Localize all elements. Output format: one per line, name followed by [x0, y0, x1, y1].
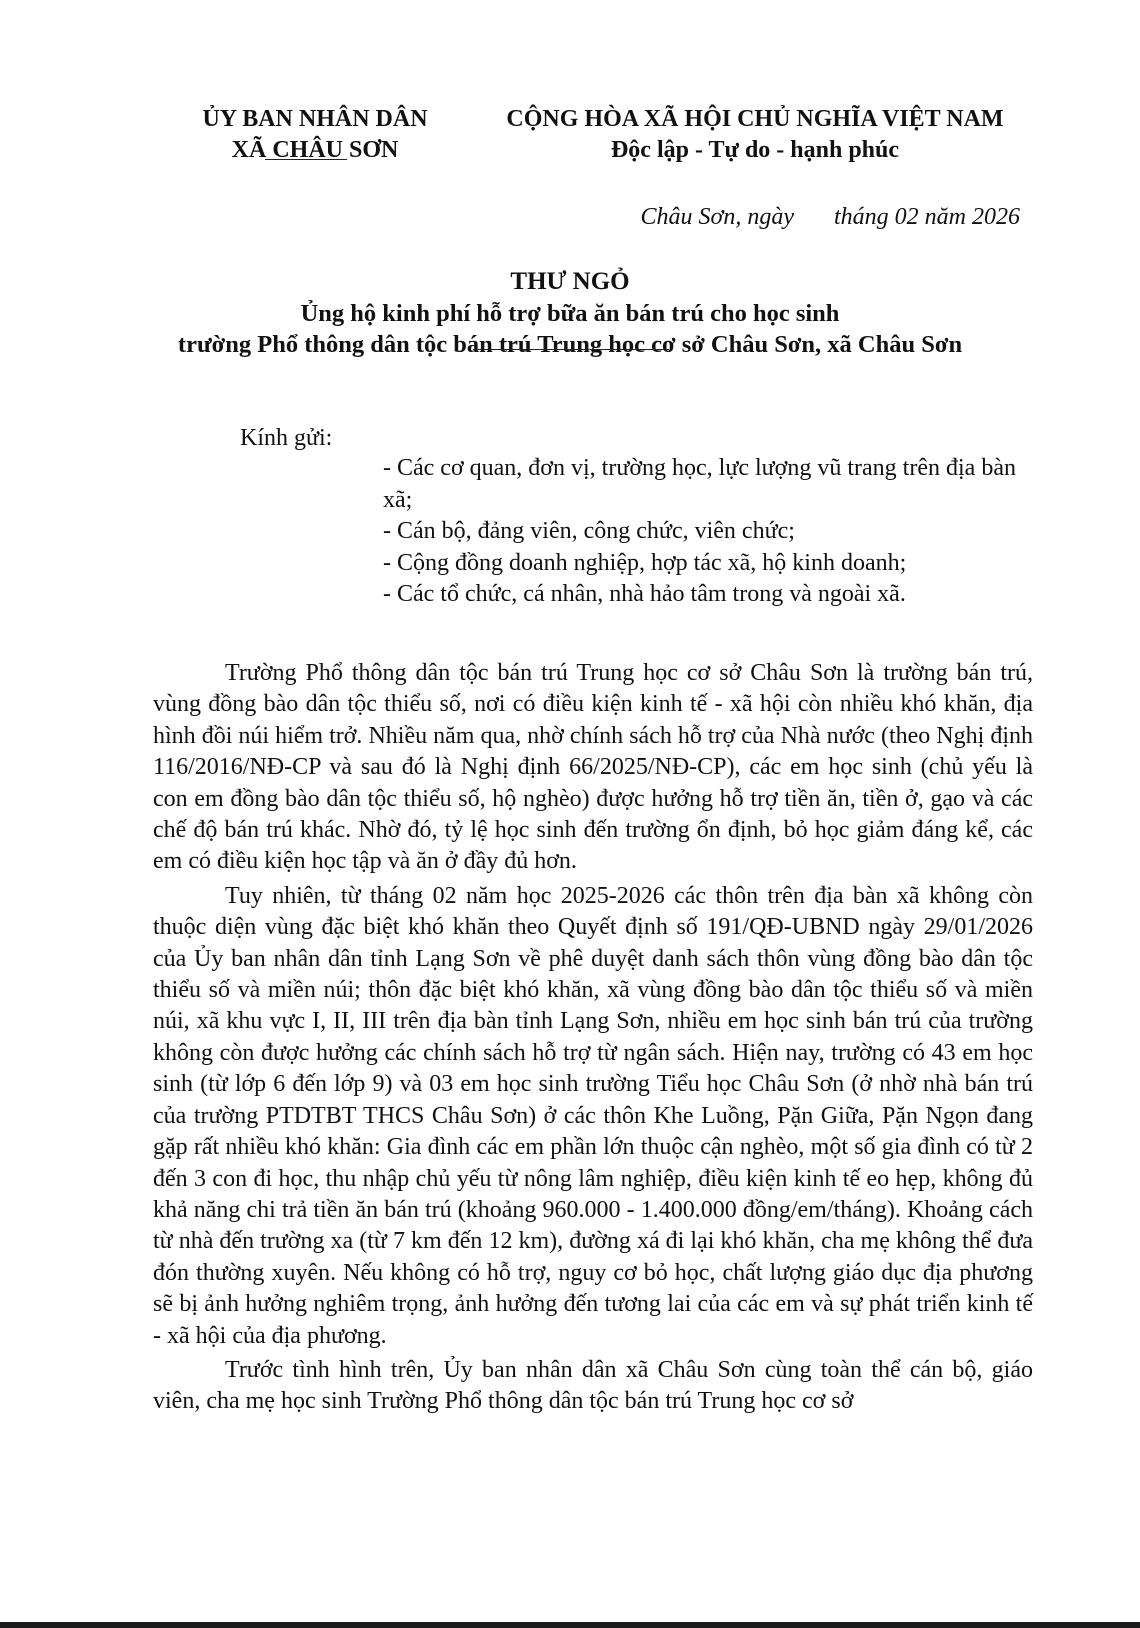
national-motto	[480, 104, 1030, 166]
body-paragraph: Trường Phổ thông dân tộc bán trú Trung học cơ sở Châu Sơn là trường bán trú, vùng đồng bào dân tộc thiểu số, nơi có điều kiện kinh tế - xã hội còn nhiều khó khăn, địa hình đồi núi hiểm trở. Nhiều năm qua, nhờ chính sách hỗ trợ của Nhà nước (theo Nghị định 116/2016/NĐ-CP và sau đó là Nghị định 66/2025/NĐ-CP), các em học sinh (chủ yếu là con em đồng bào dân tộc thiểu số, hộ nghèo) được hưởng hỗ trợ tiền ăn, tiền ở, gạo và các chế độ bán trú khác. Nhờ đó, tỷ lệ học sinh đến trường ổn định, bỏ học giảm đáng kể, các em có điều kiện học tập và ăn ở đầy đủ hơn.	[153, 660, 1033, 875]
recipient-list	[383, 453, 1033, 611]
title-line-1: Ủng hộ kinh phí hỗ trợ bữa ăn bán trú cho học sinh	[300, 300, 840, 327]
recipient-item: - Các tổ chức, cá nhân, nhà hảo tâm trong và ngoài xã.	[383, 581, 906, 607]
motto-line-1: CỘNG HÒA XÃ HỘI CHỦ NGHĨA VIỆT NAM	[506, 106, 1004, 132]
dateline	[500, 202, 1020, 232]
dateline-place-day: Châu Sơn, ngày	[640, 204, 794, 230]
body-paragraph: Tuy nhiên, từ tháng 02 năm học 2025-2026 các thôn trên địa bàn xã không còn thuộc diện vùng đặc biệt khó khăn theo Quyết định số 191/QĐ-UBND ngày 29/01/2026 của Ủy ban nhân dân tỉnh Lạng Sơn về phê duyệt danh sách thôn vùng đồng bào dân tộc thiểu số và miền núi; thôn đặc biệt khó khăn, xã vùng đồng bào dân tộc thiểu số và miền núi, xã khu vực I, II, III trên địa bàn tỉnh Lạng Sơn, nhiều em học sinh bán trú của trường không còn được hưởng các chính sách hỗ trợ từ ngân sách. Hiện nay, trường có 43 em học sinh (từ lớp 6 đến lớp 9) và 03 em học sinh trường Tiểu học Châu Sơn (ở nhờ nhà bán trú của trường PTDTBT THCS Châu Sơn) ở các thôn Khe Luồng, Pặn Giữa, Pặn Ngọn đang gặp rất nhiều khó khăn: Gia đình các em phần lớn thuộc cận nghèo, một số gia đình có từ 2 đến 3 con đi học, thu nhập chủ yếu từ nông lâm nghiệp, điều kiện kinh tế eo hẹp, không đủ khả năng chi trả tiền ăn bán trú (khoảng 960.000 - 1.400.000 đồng/em/tháng). Khoảng cách từ nhà đến trường xa (từ 7 km đến 12 km), đường xá đi lại khó khăn, cha mẹ không thể đưa đón thường xuyên. Nếu không có hỗ trợ, nguy cơ bỏ học, chất lượng giáo dục địa phương sẽ bị ảnh hưởng nghiêm trọng, ảnh hưởng đến tương lai của các em và sự phát triển kinh tế - xã hội của địa phương.	[153, 882, 1033, 1349]
recipient-item: - Cộng đồng doanh nghiệp, hợp tác xã, hộ kinh doanh;	[383, 549, 907, 576]
motto-line-2: Độc lập - Tự do - hạnh phúc	[610, 137, 900, 163]
authority-line-2: XÃ CHÂU SƠN	[231, 137, 399, 163]
letter-body	[153, 658, 1033, 1421]
dateline-month-year: tháng 02 năm 2026	[834, 204, 1020, 230]
recipient-item: - Các cơ quan, đơn vị, trường học, lực lượng vũ trang trên địa bàn xã;	[383, 455, 1016, 513]
body-paragraph: Trước tình hình trên, Ủy ban nhân dân xã Châu Sơn cùng toàn thể cán bộ, giáo viên, cha mẹ học sinh Trường Phổ thông dân tộc bán trú Trung học cơ sở	[153, 1356, 1033, 1415]
title-line-2: trường Phổ thông dân tộc bán trú Trung học cơ sở Châu Sơn, xã Châu Sơn	[177, 331, 963, 358]
authority-line-1: ỦY BAN NHÂN DÂN	[202, 106, 428, 132]
title-main: THƯ NGỎ	[510, 268, 630, 295]
authority-underline	[265, 159, 347, 160]
salutation: Kính gửi:	[240, 425, 333, 451]
issuing-authority	[190, 104, 440, 166]
title-underline	[473, 349, 669, 350]
document-title	[60, 266, 1080, 360]
recipient-item: - Cán bộ, đảng viên, công chức, viên chức;	[383, 518, 795, 544]
page-bottom-edge	[0, 1622, 1140, 1628]
